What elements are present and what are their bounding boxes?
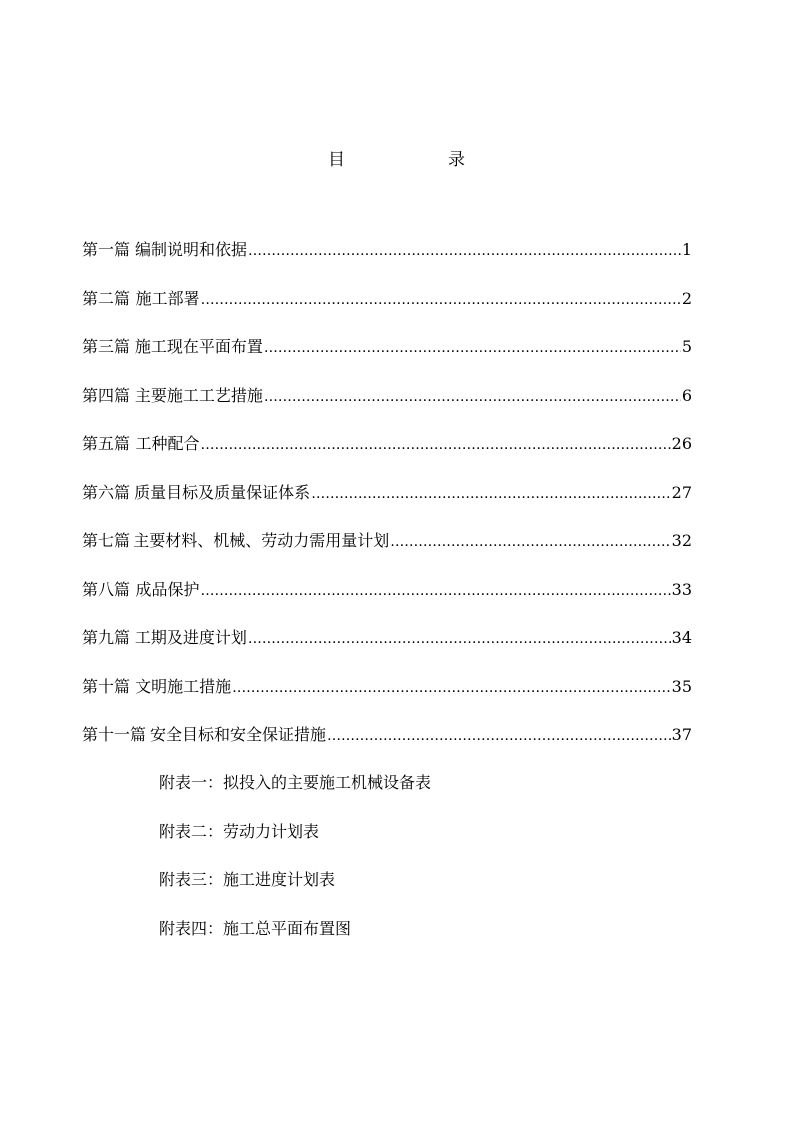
toc-leader <box>264 336 681 360</box>
table-of-contents <box>82 238 692 772</box>
toc-entry-9[interactable] <box>82 626 692 675</box>
title-char-left: 目 <box>328 150 345 170</box>
toc-page-number: 5 <box>681 337 692 356</box>
toc-chapter: 第三篇 <box>82 337 131 356</box>
toc-leader <box>201 288 681 312</box>
toc-leader <box>248 239 681 263</box>
appendix-item-2: 附表二：劳动力计划表 <box>159 821 320 841</box>
toc-page-number: 35 <box>671 676 692 696</box>
toc-chapter: 第十一篇 <box>82 725 147 744</box>
toc-leader <box>311 482 670 506</box>
toc-chapter: 第十篇 <box>82 676 131 696</box>
appendix-item-3: 附表三：施工进度计划表 <box>159 870 336 889</box>
toc-leader <box>264 385 681 409</box>
toc-chapter: 第二篇 <box>82 288 131 308</box>
toc-chapter: 第九篇 <box>82 628 131 647</box>
toc-leader <box>200 433 670 457</box>
toc-page-number: 37 <box>671 725 692 744</box>
toc-title: 主要材料、机械、劳动力需用量计划 <box>133 531 390 550</box>
toc-entry-2[interactable] <box>82 287 692 336</box>
toc-title: 主要施工工艺措施 <box>134 385 263 405</box>
toc-page-number: 6 <box>681 385 692 405</box>
toc-entry-6[interactable] <box>82 481 692 530</box>
toc-entry-4[interactable] <box>82 384 692 433</box>
appendix-item-1: 附表一：拟投入的主要施工机械设备表 <box>159 773 432 792</box>
toc-leader <box>248 627 671 651</box>
toc-title: 编制说明和依据 <box>135 240 248 259</box>
toc-title: 工期及进度计划 <box>134 628 247 647</box>
toc-leader <box>327 724 671 748</box>
toc-leader <box>200 579 670 603</box>
toc-title: 工种配合 <box>135 434 200 453</box>
title-char-right: 录 <box>448 150 465 170</box>
toc-entry-7[interactable] <box>82 529 692 578</box>
toc-title: 安全目标和安全保证措施 <box>150 725 327 744</box>
toc-title: 文明施工措施 <box>135 676 232 696</box>
toc-entry-5[interactable] <box>82 432 692 481</box>
appendix-item-4: 附表四：施工总平面布置图 <box>159 918 352 938</box>
toc-entry-11[interactable] <box>82 723 692 772</box>
toc-page-number: 34 <box>671 628 692 647</box>
toc-title: 施工部署 <box>135 288 200 308</box>
toc-page-number: 33 <box>671 579 692 599</box>
toc-chapter: 第七篇 <box>82 531 131 550</box>
toc-entry-1[interactable] <box>82 238 692 287</box>
toc-leader <box>390 530 670 554</box>
toc-leader <box>232 676 671 700</box>
toc-title: 成品保护 <box>135 579 200 599</box>
toc-title: 施工现在平面布置 <box>134 337 263 356</box>
toc-page-number: 27 <box>671 482 692 502</box>
toc-entry-10[interactable] <box>82 675 692 724</box>
page-title <box>328 145 473 171</box>
appendix-list <box>159 771 431 965</box>
toc-chapter: 第八篇 <box>82 579 131 599</box>
toc-entry-3[interactable] <box>82 335 692 384</box>
toc-page-number: 32 <box>671 531 692 550</box>
toc-page-number: 1 <box>681 240 692 259</box>
toc-page-number: 26 <box>671 434 692 453</box>
toc-title: 质量目标及质量保证体系 <box>134 482 311 502</box>
toc-chapter: 第六篇 <box>82 482 131 502</box>
toc-chapter: 第五篇 <box>82 434 131 453</box>
toc-entry-8[interactable] <box>82 578 692 627</box>
toc-chapter: 第四篇 <box>82 385 131 405</box>
toc-chapter: 第一篇 <box>82 240 131 259</box>
toc-page-number: 2 <box>681 288 692 308</box>
